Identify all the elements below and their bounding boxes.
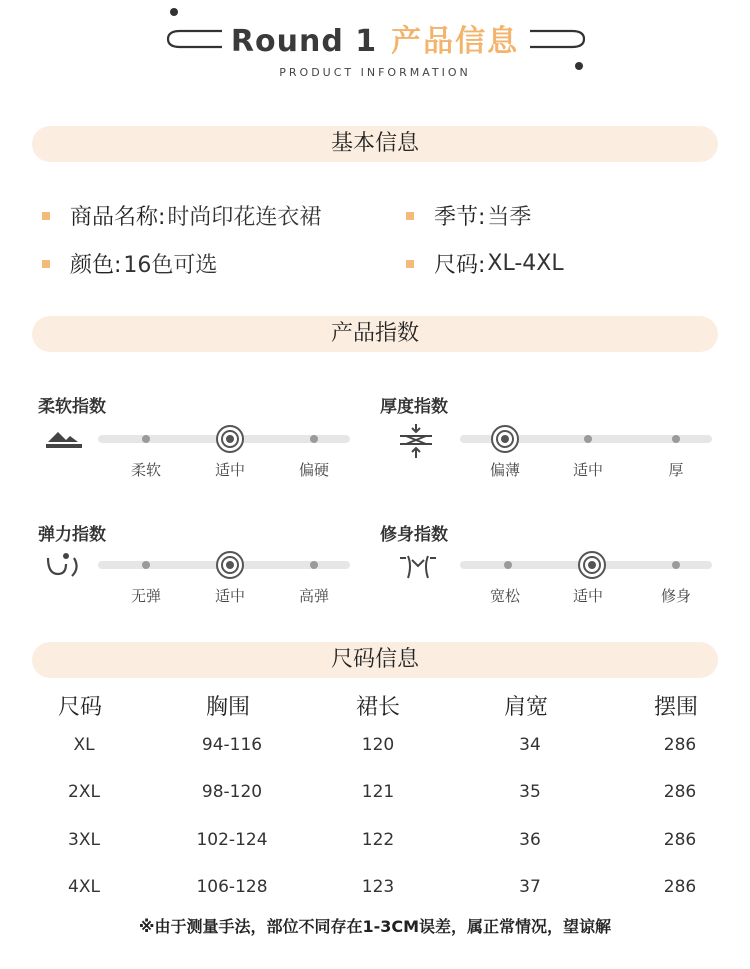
info-size [406,248,564,279]
bullet-icon [406,260,414,268]
thickness-icon [396,422,436,462]
size-value: XL-4XL [487,251,564,276]
table-cell: 3XL [68,830,100,850]
table-header-cell: 摆围 [653,695,698,720]
elasticity-selected-icon [215,550,245,580]
table-cell: 102-124 [196,830,268,850]
index-title: 修身指数 [380,525,448,545]
thickness-label-0: 偏薄 [489,461,520,479]
fit-label-2: 修身 [660,587,691,605]
fit-icon [398,552,438,582]
fit-dot-0 [504,561,512,569]
elasticity-label-2: 高弹 [298,587,329,605]
info-season [406,200,531,231]
softness-dot-0 [142,435,150,443]
softness-label-0: 柔软 [130,461,161,479]
section-basic-info: 基本信息 [32,126,718,162]
table-header-cell: 肩宽 [503,695,548,720]
thickness-selected-icon [490,424,520,454]
fit-label-1: 适中 [572,587,603,605]
thickness-dot-2 [672,435,680,443]
thickness-label-1: 适中 [572,461,603,479]
table-header-cell: 裙长 [355,695,400,720]
table-cell: 286 [663,735,697,755]
elasticity-dot-0 [142,561,150,569]
table-cell: 123 [361,877,395,897]
section-size-info: 尺码信息 [32,642,718,678]
fit-selected-icon [577,550,607,580]
fit-label-0: 宽松 [489,587,520,605]
fit-dot-2 [672,561,680,569]
thickness-dot-1 [584,435,592,443]
info-color [42,248,217,279]
season-value: 当季 [487,205,532,230]
softness-label-1: 适中 [214,461,245,479]
table-cell: 286 [663,782,697,802]
table-cell: 37 [519,877,541,897]
bullet-icon [42,260,50,268]
thickness-label-2: 厚 [668,461,684,479]
round-title: Round 1 [230,24,378,59]
elasticity-label-0: 无弹 [130,587,161,605]
table-header-cell: 尺码 [57,695,102,720]
size-label: 尺码: [434,253,486,278]
softness-selected-icon [215,424,245,454]
softness-dot-2 [310,435,318,443]
section-product-index: 产品指数 [32,316,718,352]
cn-title: 产品信息 [391,24,520,59]
header [0,0,750,100]
table-cell: 121 [361,782,395,802]
color-label: 颜色: [70,253,122,278]
table-cell: 35 [519,782,541,802]
measurement-note: ※由于测量手法，部位不同存在1-3CM误差，属正常情况，望谅解 [138,917,612,936]
table-cell: 34 [519,735,541,755]
index-title: 柔软指数 [38,397,106,417]
softness-icon [44,424,84,454]
table-cell: 286 [663,877,697,897]
color-value: 16色可选 [123,253,218,278]
table-cell: 94-116 [201,735,263,755]
elasticity-icon [44,550,84,580]
index-title: 弹力指数 [38,525,106,545]
softness-label-2: 偏硬 [298,461,329,479]
bullet-icon [406,212,414,220]
index-title: 厚度指数 [380,397,448,417]
table-header-cell: 胸围 [205,695,250,720]
season-label: 季节: [434,205,486,230]
elasticity-dot-2 [310,561,318,569]
table-cell: 4XL [68,877,100,897]
table-cell: 2XL [68,782,100,802]
table-cell: 122 [361,830,395,850]
subtitle: PRODUCT INFORMATION [279,66,471,79]
info-product-name [42,200,321,231]
table-cell: 120 [361,735,395,755]
elasticity-label-1: 适中 [214,587,245,605]
table-cell: 36 [519,830,541,850]
product-name-label: 商品名称: [70,205,166,230]
product-name-value: 时尚印花连衣裙 [167,205,322,230]
table-cell: 286 [663,830,697,850]
table-cell: XL [73,735,95,755]
table-cell: 106-128 [196,877,268,897]
table-cell: 98-120 [201,782,263,802]
bullet-icon [42,212,50,220]
title-row [0,16,750,60]
